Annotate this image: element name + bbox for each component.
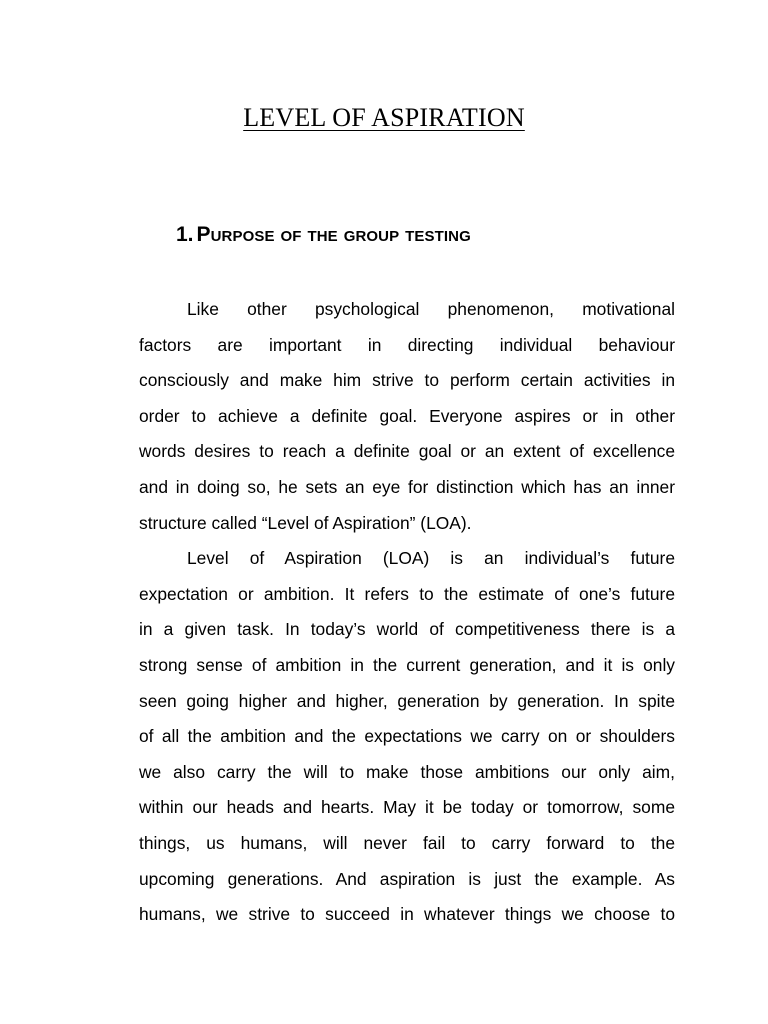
text-line: in a given task. In today’s world of competitiveness there is a [139,619,675,640]
paragraph-1 [139,292,675,541]
text-line: of all the ambition and the expectations we carry on or shoulders [139,726,675,747]
text-line: expectation or ambition. It refers to the estimate of one’s future [139,583,675,604]
text-line: consciously and make him strive to perform certain activities in [139,370,675,391]
text-line: within our heads and hearts. May it be today or tomorrow, some [139,797,675,818]
text-line: things, us humans, will never fail to carry forward to the [139,832,675,853]
text-line: Like other psychological phenomenon, motivational [187,299,675,319]
text-line: factors are important in directing individual behaviour [139,334,675,355]
text-line: strong sense of ambition in the current generation, and it is only [139,654,675,675]
text-line: words desires to reach a definite goal or an extent of excellence [139,441,675,462]
paragraph-2 [139,541,675,933]
section-heading [176,218,471,254]
text-line: upcoming generations. And aspiration is just the example. As [139,868,675,889]
text-line: order to achieve a definite goal. Everyone aspires or in other [139,405,675,426]
section-number: 1. [176,223,194,246]
text-line: Level of Aspiration (LOA) is an individual’s future [187,548,675,569]
body-text [139,292,675,933]
document-title: LEVEL OF ASPIRATION [243,103,525,132]
text-line: humans, we strive to succeed in whatever things we choose to [139,904,675,925]
section-heading-text: Purpose of the group testing [196,223,471,246]
text-line: seen going higher and higher, generation by generation. In spite [139,690,675,711]
text-line: we also carry the will to make those ambitions our only aim, [139,761,675,782]
text-line: and in doing so, he sets an eye for distinction which has an inner [139,476,675,497]
text-line: structure called “Level of Aspiration” (LOA). [139,512,472,533]
